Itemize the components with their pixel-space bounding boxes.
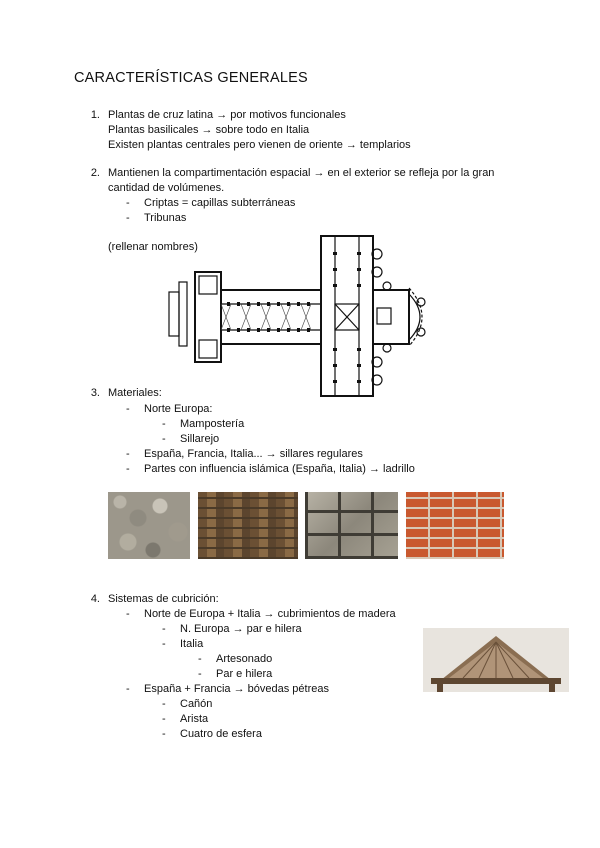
bullet-dash: - <box>126 608 130 620</box>
list-item: Arista <box>180 713 209 725</box>
list-item: Tribunas <box>144 212 187 224</box>
bullet-dash: - <box>126 683 130 695</box>
list-item: Mampostería <box>180 418 245 430</box>
list-item: Italia <box>180 638 204 650</box>
cathedral-floor-plan-image <box>165 232 435 402</box>
bullet-dash: - <box>162 623 166 635</box>
list-number: 2. <box>90 167 100 179</box>
list-item: Mantienen la compartimentación espacial → en el exterior se refleja por la gran <box>108 167 495 179</box>
page-title: CARACTERÍSTICAS GENERALES <box>74 70 308 86</box>
bullet-dash: - <box>126 403 130 415</box>
bullet-dash: - <box>162 713 166 725</box>
list-item: Criptas = capillas subterráneas <box>144 197 296 209</box>
brick-photo <box>406 492 504 559</box>
bullet-dash: - <box>162 433 166 445</box>
list-number: 3. <box>90 387 100 399</box>
list-item: Materiales: <box>108 387 162 399</box>
bullet-dash: - <box>162 698 166 710</box>
list-item: Cuatro de esfera <box>180 728 262 740</box>
list-item: Plantas de cruz latina → por motivos funcionales <box>108 109 346 121</box>
list-item: Cañón <box>180 698 213 710</box>
bullet-dash: - <box>198 653 202 665</box>
list-item: España, Francia, Italia... → sillares regulares <box>144 448 363 460</box>
list-item: España + Francia → bóvedas pétreas <box>144 683 329 695</box>
masonry-photo <box>108 492 190 559</box>
list-number: 1. <box>90 109 100 121</box>
list-item: Norte Europa: <box>144 403 213 415</box>
bullet-dash: - <box>126 448 130 460</box>
list-item: Artesonado <box>216 653 273 665</box>
list-item: Par e hilera <box>216 668 273 680</box>
list-item: Sistemas de cubrición: <box>108 593 219 605</box>
bullet-dash: - <box>126 212 130 224</box>
bullet-dash: - <box>162 418 166 430</box>
list-item: Sillarejo <box>180 433 220 445</box>
rubble-stone-photo <box>198 492 298 559</box>
list-item: N. Europa → par e hilera <box>180 623 302 635</box>
list-item: Partes con influencia islámica (España, Italia) → ladrillo <box>144 463 415 475</box>
wooden-roof-photo <box>423 628 569 692</box>
bullet-dash: - <box>162 638 166 650</box>
list-item: Norte de Europa + Italia → cubrimientos de madera <box>144 608 396 620</box>
note-text: (rellenar nombres) <box>108 241 198 253</box>
bullet-dash: - <box>126 197 130 209</box>
bullet-dash: - <box>162 728 166 740</box>
bullet-dash: - <box>126 463 130 475</box>
bullet-dash: - <box>198 668 202 680</box>
list-item: cantidad de volúmenes. <box>108 182 225 194</box>
list-number: 4. <box>90 593 100 605</box>
list-item: Plantas basilicales → sobre todo en Italia <box>108 124 310 136</box>
list-item: Existen plantas centrales pero vienen de oriente → templarios <box>108 139 411 151</box>
ashlar-photo <box>305 492 398 559</box>
